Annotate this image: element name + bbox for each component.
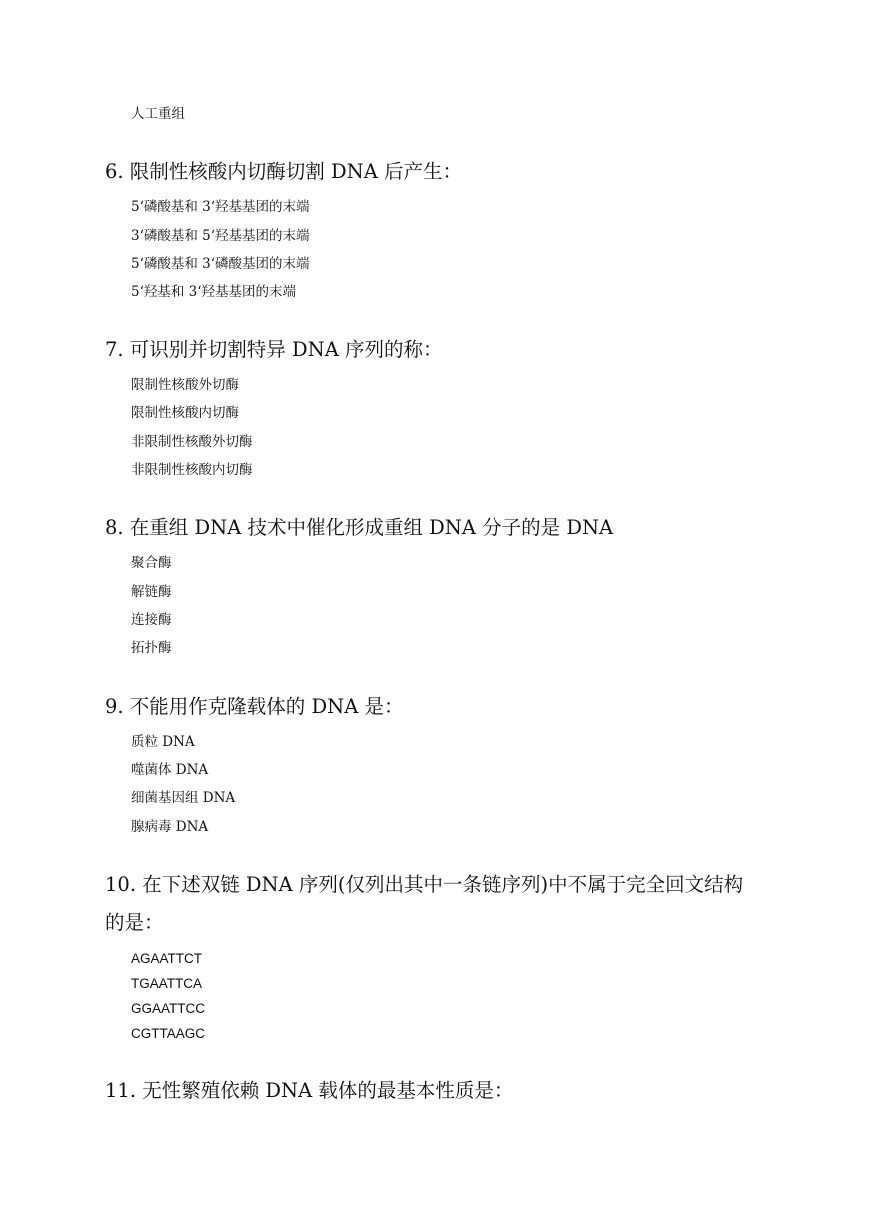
question-7-option-d: 非限制性核酸内切酶 — [131, 462, 253, 478]
question-8-option-a: 聚合酶 — [131, 555, 172, 571]
question-10-title-line-1: 10. 在下述双链 DNA 序列(仅列出其中一条链序列)中不属于完全回文结构 — [105, 873, 744, 896]
carryover-option: 人工重组 — [131, 106, 185, 122]
question-8-title: 8. 在重组 DNA 技术中催化形成重组 DNA 分子的是 DNA — [105, 516, 614, 539]
question-10-title-line-2: 的是： — [105, 911, 164, 934]
question-6-option-a: 5‘磷酸基和 3‘羟基基团的末端 — [131, 199, 310, 215]
question-10-option-c: GGAATTCC — [131, 1001, 205, 1016]
question-8-option-b: 解链酶 — [131, 584, 172, 600]
question-6-option-c: 5‘磷酸基和 3‘磷酸基团的末端 — [131, 256, 310, 272]
question-10-option-a: AGAATTCT — [131, 951, 203, 966]
question-9-option-d: 腺病毒 DNA — [131, 819, 209, 835]
question-10-option-d: CGTTAAGC — [131, 1026, 205, 1041]
question-8-option-c: 连接酶 — [131, 612, 172, 628]
question-9-option-a: 质粒 DNA — [131, 734, 195, 750]
question-7-option-c: 非限制性核酸外切酶 — [131, 434, 253, 450]
question-6-option-d: 5‘羟基和 3‘羟基基团的末端 — [131, 284, 297, 300]
question-6-option-b: 3‘磷酸基和 5‘羟基基团的末端 — [131, 228, 310, 244]
question-11-title: 11. 无性繁殖依赖 DNA 载体的最基本性质是： — [105, 1079, 514, 1102]
question-7-title: 7. 可识别并切割特异 DNA 序列的称： — [105, 338, 443, 361]
question-9-option-c: 细菌基因组 DNA — [131, 790, 236, 806]
question-10-option-b: TGAATTCA — [131, 976, 203, 991]
question-9-option-b: 噬菌体 DNA — [131, 762, 209, 778]
question-9-title: 9. 不能用作克隆载体的 DNA 是： — [105, 695, 404, 718]
question-7-option-b: 限制性核酸内切酶 — [131, 405, 239, 421]
question-8-option-d: 拓扑酶 — [131, 640, 172, 656]
question-7-option-a: 限制性核酸外切酶 — [131, 377, 239, 393]
question-6-title: 6. 限制性核酸内切酶切割 DNA 后产生： — [105, 160, 462, 183]
